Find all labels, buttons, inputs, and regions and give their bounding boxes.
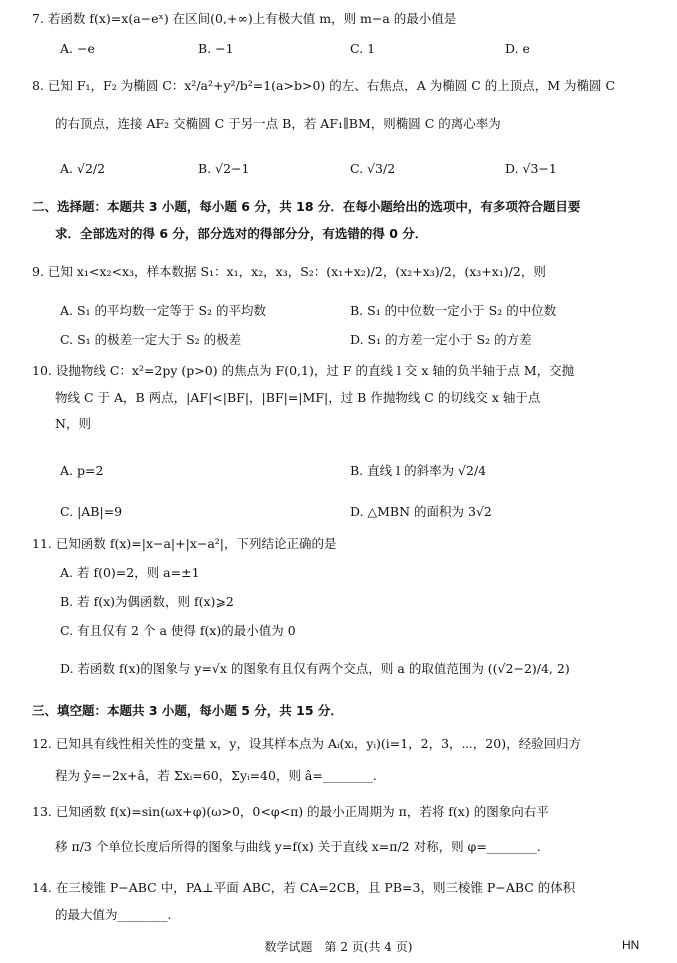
q8-stem-line2: 的右顶点，连接 AF₂ 交椭圆 C 于另一点 B，若 AF₁∥BM，则椭圆 C 的离心率为 bbox=[55, 116, 501, 131]
q8-option-b: B. √2−1 bbox=[198, 161, 250, 176]
footer-code: HN bbox=[622, 938, 640, 952]
q11-option-d: D. 若函数 f(x)的图象与 y=√x 的图象有且仅有两个交点，则 a 的取值范围为 ((√2−2)/4, 2) bbox=[60, 661, 570, 676]
q7-stem: 7. 若函数 f(x)=x(a−eˣ) 在区间(0,+∞)上有极大值 m，则 m−a 的最小值是 bbox=[32, 11, 457, 26]
q8-option-d: D. √3−1 bbox=[505, 161, 557, 176]
q10-option-c: C. |AB|=9 bbox=[60, 504, 123, 519]
q10-stem-line1: 10. 设抛物线 C：x²=2py (p>0) 的焦点为 F(0,1)，过 F 的直线 l 交 x 轴的负半轴于点 M，交抛 bbox=[32, 363, 575, 378]
page-footer: 数学试题 第 2 页(共 4 页) bbox=[264, 940, 413, 954]
q14-line2: 的最大值为________. bbox=[55, 907, 172, 922]
q9-option-c: C. S₁ 的极差一定大于 S₂ 的极差 bbox=[60, 332, 242, 347]
q13-line1: 13. 已知函数 f(x)=sin(ωx+φ)(ω>0，0<φ<π) 的最小正周期为 π，若将 f(x) 的图象向右平 bbox=[32, 804, 549, 819]
q9-option-a: A. S₁ 的平均数一定等于 S₂ 的平均数 bbox=[60, 303, 267, 318]
q8-option-c: C. √3/2 bbox=[350, 161, 396, 176]
q7-option-b: B. −1 bbox=[198, 41, 234, 56]
q12-line1: 12. 已知具有线性相关性的变量 x，y，设其样本点为 Aᵢ(xᵢ，yᵢ)(i=1，2，3，⋯，20)，经验回归方 bbox=[32, 736, 582, 751]
q9-option-b: B. S₁ 的中位数一定小于 S₂ 的中位数 bbox=[350, 303, 557, 318]
q9-stem: 9. 已知 x₁<x₂<x₃，样本数据 S₁：x₁，x₂，x₃，S₂：(x₁+x₂)/2，(x₂+x₃)/2，(x₃+x₁)/2，则 bbox=[32, 264, 546, 279]
q10-option-b: B. 直线 l 的斜率为 √2/4 bbox=[350, 463, 487, 478]
q10-option-a: A. p=2 bbox=[60, 463, 104, 478]
q9-option-d: D. S₁ 的方差一定小于 S₂ 的方差 bbox=[350, 332, 532, 347]
q12-line2: 程为 ŷ=−2x+â，若 Σxᵢ=60，Σyᵢ=40，则 â=________. bbox=[55, 768, 377, 783]
q11-option-b: B. 若 f(x)为偶函数，则 f(x)⩾2 bbox=[60, 594, 234, 609]
q8-stem-line1: 8. 已知 F₁，F₂ 为椭圆 C：x²/a²+y²/b²=1(a>b>0) 的左、右焦点，A 为椭圆 C 的上顶点，M 为椭圆 C bbox=[32, 78, 616, 93]
q14-line1: 14. 在三棱锥 P−ABC 中，PA⊥平面 ABC，若 CA=2CB，且 PB=3，则三棱锥 P−ABC 的体积 bbox=[32, 880, 576, 895]
section3-heading: 三、填空题：本题共 3 小题，每小题 5 分，共 15 分． bbox=[32, 703, 343, 718]
q7-option-d: D. e bbox=[505, 41, 530, 56]
q11-option-a: A. 若 f(0)=2，则 a=±1 bbox=[60, 565, 200, 580]
q10-stem-line3: N，则 bbox=[55, 416, 91, 431]
q11-stem: 11. 已知函数 f(x)=|x−a|+|x−a²|，下列结论正确的是 bbox=[32, 536, 337, 551]
q10-stem-line2: 物线 C 于 A，B 两点，|AF|<|BF|，|BF|=|MF|，过 B 作抛物线 C 的切线交 x 轴于点 bbox=[55, 390, 541, 405]
q7-option-a: A. −e bbox=[60, 41, 95, 56]
q11-option-c: C. 有且仅有 2 个 a 使得 f(x)的最小值为 0 bbox=[60, 623, 296, 638]
section2-heading: 二、选择题：本题共 3 小题，每小题 6 分，共 18 分．在每小题给出的选项中，有多项符合题目要 bbox=[32, 199, 581, 214]
q13-line2: 移 π/3 个单位长度后所得的图象与曲线 y=f(x) 关于直线 x=π/2 对称，则 φ=________. bbox=[55, 839, 541, 854]
q7-option-c: C. 1 bbox=[350, 41, 376, 56]
q10-option-d: D. △MBN 的面积为 3√2 bbox=[350, 504, 492, 519]
section2-note: 求．全部选对的得 6 分，部分选对的得部分分，有选错的得 0 分． bbox=[55, 226, 428, 241]
q8-option-a: A. √2/2 bbox=[60, 161, 106, 176]
